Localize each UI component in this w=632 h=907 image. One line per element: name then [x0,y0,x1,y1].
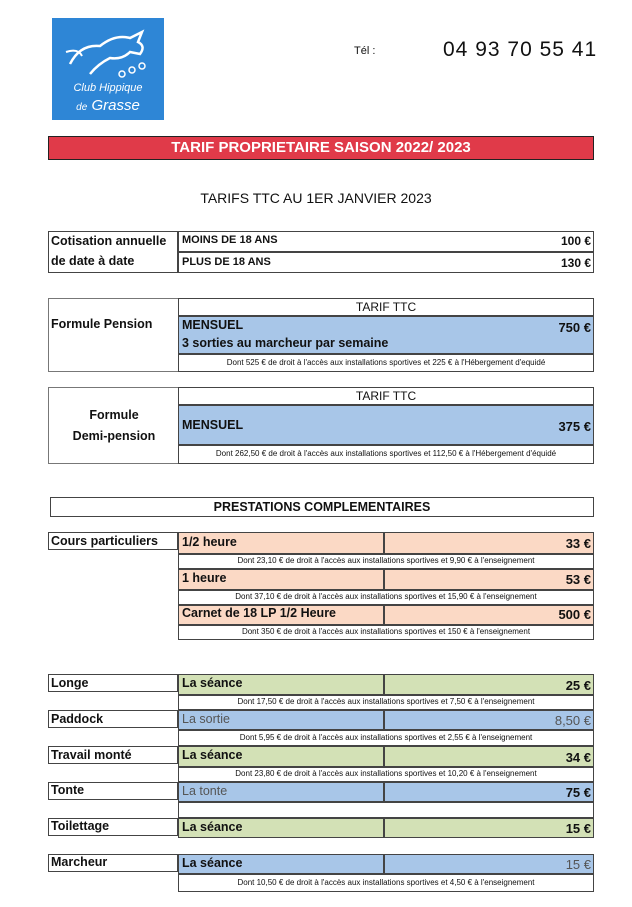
cotisation-row-price: 130 € [560,256,591,270]
service-price: 25 € [565,678,591,693]
service-label: Marcheur [51,855,108,869]
club-logo [52,18,164,120]
cours-row-desc: 1/2 heure [182,535,237,549]
service-price: 34 € [565,750,591,765]
service-row-price-cell [384,674,594,695]
cours-row-price: 33 € [565,536,591,551]
service-price: 15 € [565,857,591,872]
cotisation-label-line1: Cotisation annuelle [51,234,167,248]
service-desc: La tonte [182,784,228,798]
demi-pension-header: TARIF TTC [178,387,594,405]
cours-row-desc: 1 heure [182,571,227,585]
pension-price: 750 € [558,320,591,335]
page-title: TARIF PROPRIETAIRE SAISON 2022/ 2023 [48,136,594,160]
cours-row-price: 53 € [565,572,591,587]
service-note: Dont 17,50 € de droit à l'accès aux installations sportives et 7,50 € à l'enseignement [237,697,535,706]
service-note: Dont 10,50 € de droit à l'accès aux installations sportives et 4,50 € à l'enseignement [237,878,535,887]
service-desc: La séance [182,856,243,870]
cotisation-row-desc: MOINS DE 18 ANS [182,234,278,246]
pension-label: Formule Pension [51,317,153,331]
cotisation-label-line2: de date à date [51,254,135,268]
pension-desc1: MENSUEL [182,318,244,332]
service-label: Longe [51,676,89,690]
service-label: Travail monté [51,748,132,762]
service-price: 8,50 € [554,713,591,728]
pension-header: TARIF TTC [178,298,594,316]
logo-text-line2: de Grasse [76,97,140,114]
service-label: Tonte [51,783,85,797]
service-desc: La séance [182,820,243,834]
demi-pension-label-line1: Formule [89,408,139,422]
pension-note: Dont 525 € de droit à l'accès aux installations sportives et 225 € à l'Hébergement d'equidé [226,358,546,367]
tel-label: Tél : [354,45,376,57]
service-note: Dont 5,95 € de droit à l'accès aux installations sportives et 2,55 € à l'enseignement [239,733,533,742]
service-row-price-cell [384,746,594,767]
service-note: Dont 23,80 € de droit à l'accès aux installations sportives et 10,20 € à l'enseignement [235,769,537,778]
service-row-price-cell [384,854,594,874]
demi-pension-desc: MENSUEL [182,418,244,432]
cours-row-price-cell [384,532,594,554]
service-label: Paddock [51,712,104,726]
pension-desc2: 3 sorties au marcheur par semaine [182,336,389,350]
cours-row-price: 500 € [558,607,591,622]
service-price: 75 € [565,785,591,800]
cours-row-desc: Carnet de 18 LP 1/2 Heure [182,606,337,620]
service-row-price-cell [384,818,594,838]
page-subtitle: TARIFS TTC AU 1ER JANVIER 2023 [200,190,432,206]
tel-number: 04 93 70 55 41 [443,38,598,61]
cours-row-price-cell [384,569,594,590]
demi-pension-price: 375 € [558,419,591,434]
service-price: 15 € [565,821,591,836]
horse-logo-icon [60,24,156,84]
cours-note: Dont 23,10 € de droit à l'accès aux installations sportives et 9,90 € à l'enseignement [237,556,535,565]
service-desc: La sortie [182,712,230,726]
service-desc: La séance [182,748,243,762]
cours-label: Cours particuliers [51,534,158,548]
cours-note: Dont 37,10 € de droit à l'accès aux installations sportives et 15,90 € à l'enseignement [235,592,537,601]
service-label: Toilettage [51,819,110,833]
demi-pension-note: Dont 262,50 € de droit à l'accès aux installations sportives et 112,50 € à l'Hébergement d'équidé [215,449,557,458]
cours-note: Dont 350 € de droit à l'accès aux installations sportives et 150 € à l'enseignement [241,627,531,636]
service-desc: La séance [182,676,243,690]
cotisation-row-price: 100 € [560,234,591,248]
cotisation-row-desc: PLUS DE 18 ANS [182,256,271,268]
demi-pension-label-line2: Demi-pension [72,429,156,443]
logo-text-line1: Club Hippique [73,82,143,94]
service-row-price-cell [384,782,594,802]
service-note-cell [178,802,594,818]
prestations-title: PRESTATIONS COMPLEMENTAIRES [50,497,594,517]
